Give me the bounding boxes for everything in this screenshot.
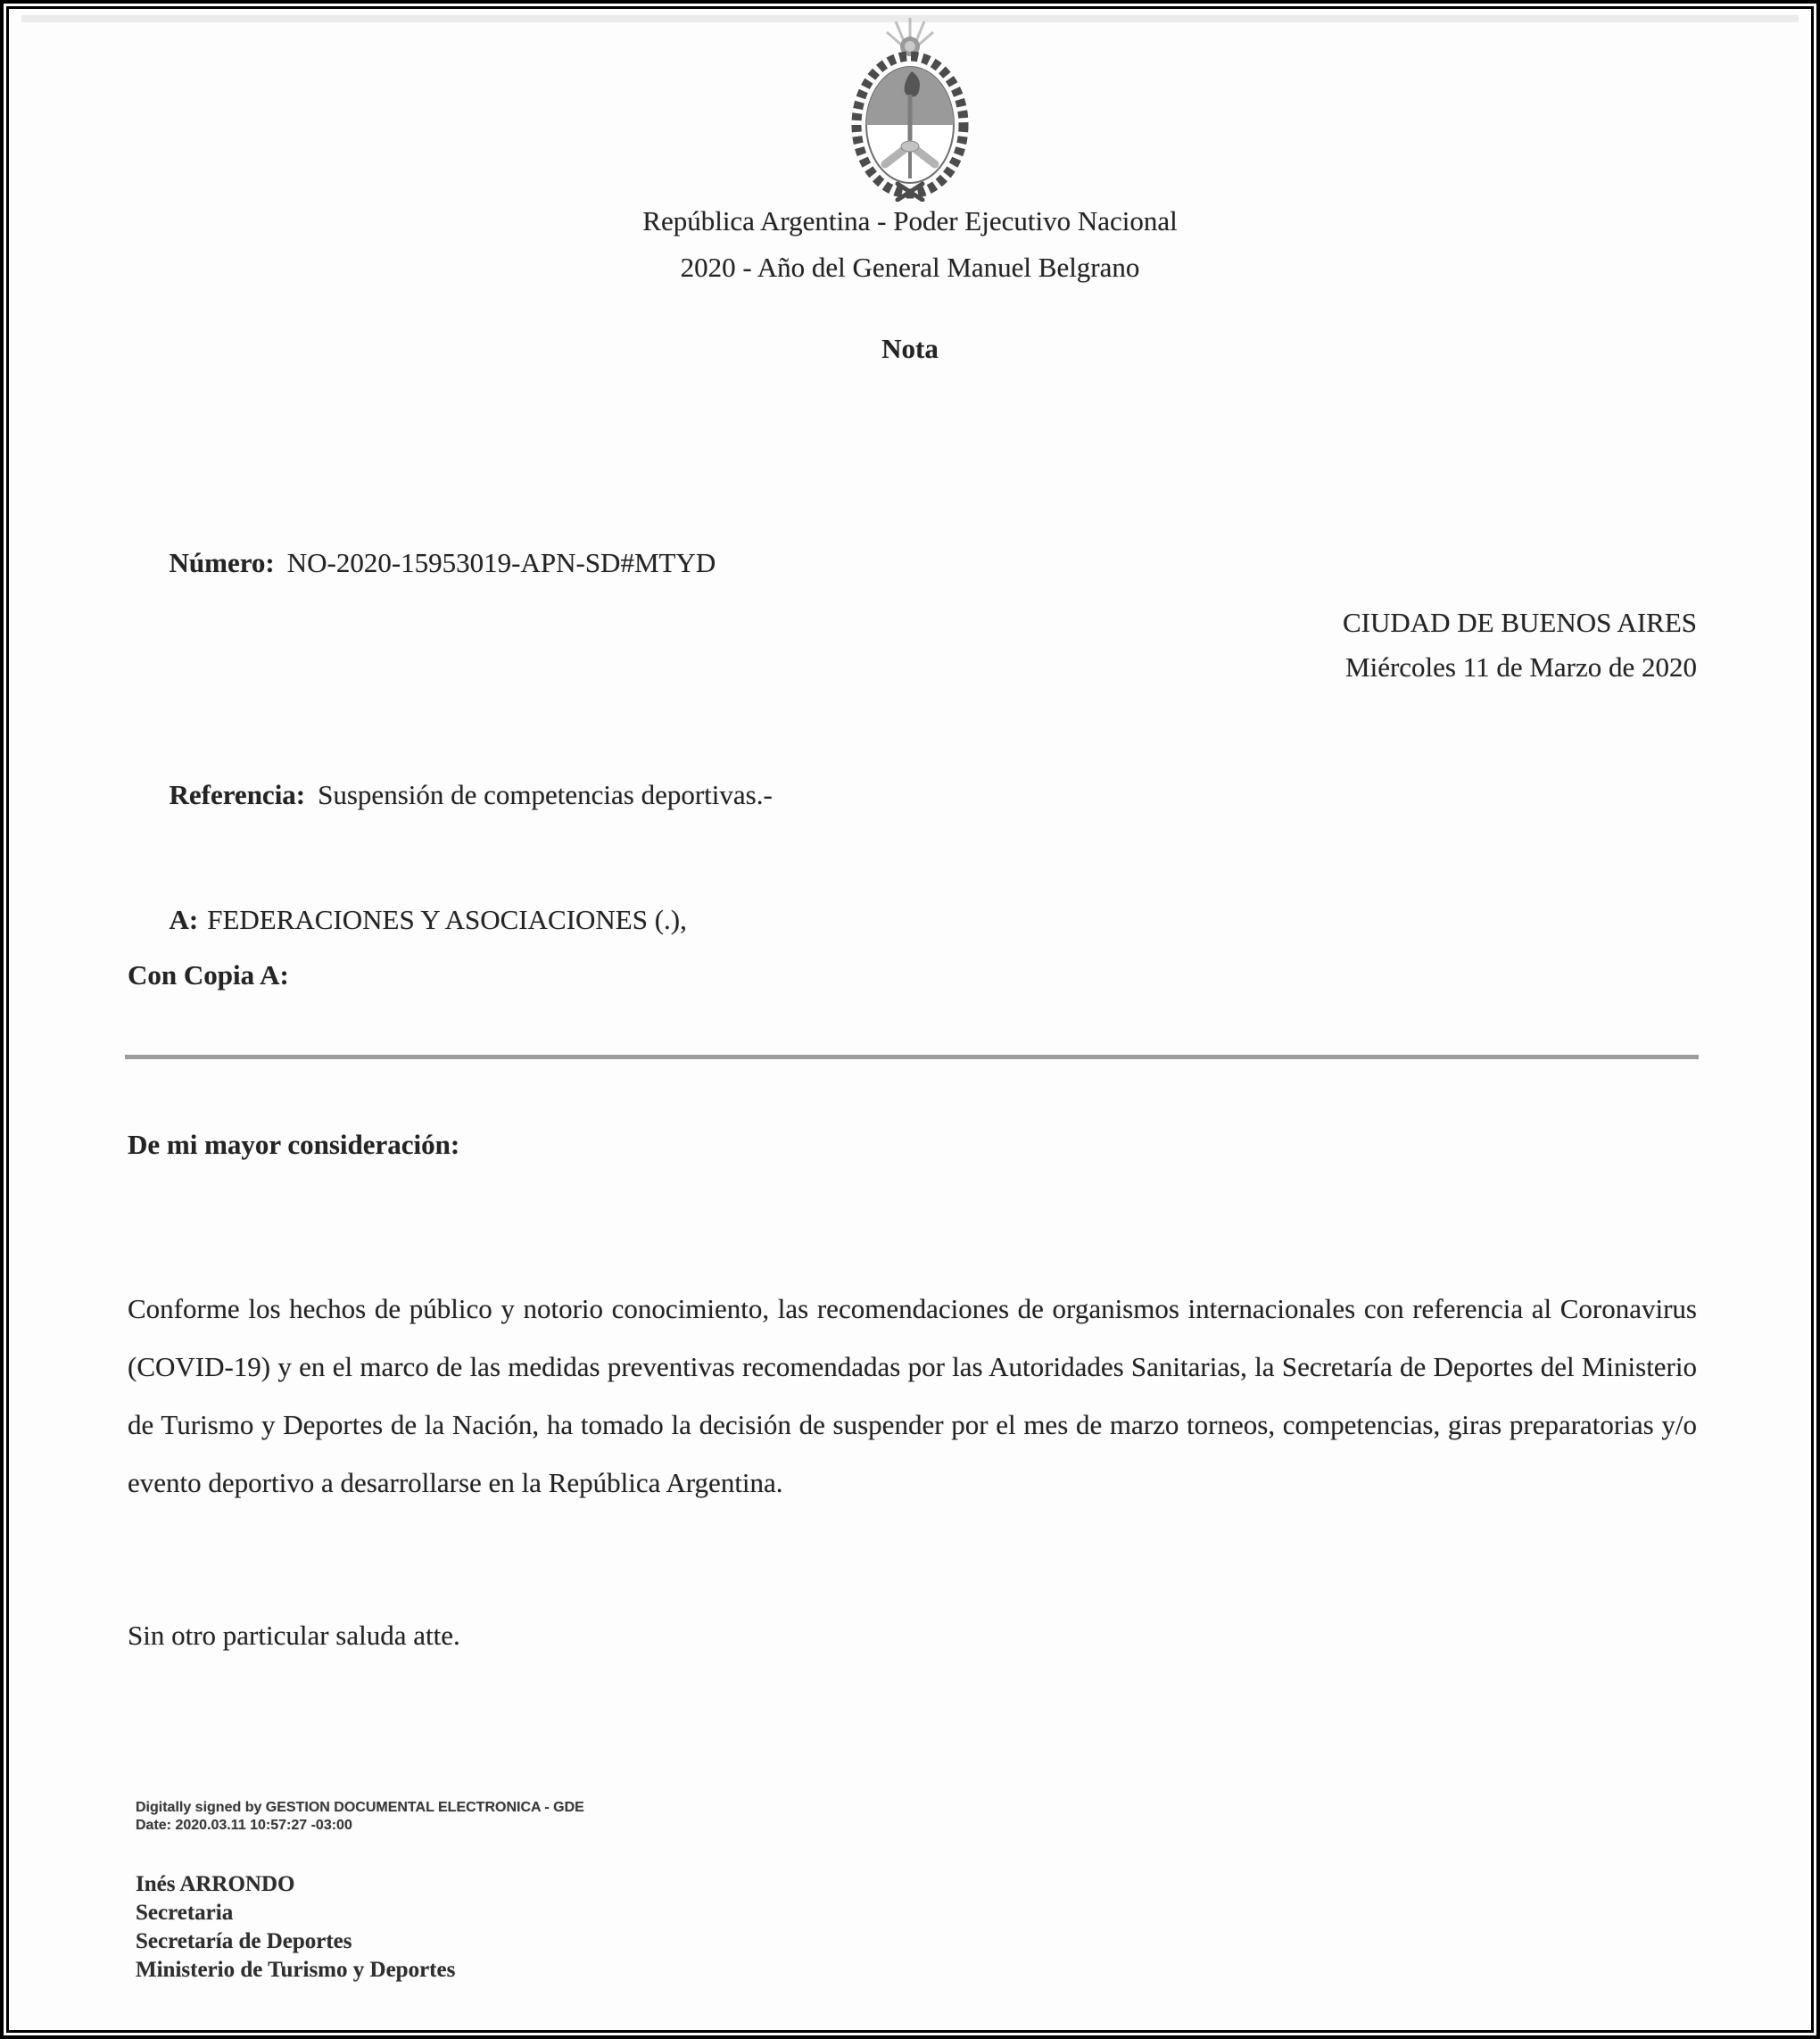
signer-ministry: Ministerio de Turismo y Deportes <box>136 1958 456 1982</box>
date-line: Miércoles 11 de Marzo de 2020 <box>1345 651 1697 683</box>
document-number-label: Número: <box>169 547 275 578</box>
closing-line: Sin otro particular saluda atte. <box>128 1620 460 1651</box>
cc-label: Con Copia A: <box>128 959 289 990</box>
document-number-value: NO-2020-15953019-APN-SD#MTYD <box>286 547 716 578</box>
addressee-value: FEDERACIONES Y ASOCIACIONES (.), <box>207 904 687 935</box>
addressee-label: A: <box>169 904 199 935</box>
section-divider <box>125 1055 1699 1059</box>
addressee-line <box>128 869 687 971</box>
org-line-1: República Argentina - Poder Ejecutivo Nacional <box>642 205 1178 236</box>
document-inner-frame <box>6 6 1814 2033</box>
document-type-title: Nota <box>881 333 939 364</box>
document-number-line <box>128 512 716 614</box>
city-line: CIUDAD DE BUENOS AIRES <box>1343 607 1697 638</box>
digital-signature-stamp <box>136 1799 584 1835</box>
digital-signature-line-1: Digitally signed by GESTION DOCUMENTAL ELECTRONICA - GDE <box>136 1800 584 1815</box>
org-line-2: 2020 - Año del General Manuel Belgrano <box>680 252 1140 283</box>
signer-name: Inés ARRONDO <box>136 1872 295 1896</box>
argentina-coat-of-arms-icon <box>849 16 971 206</box>
signer-office: Secretaría de Deportes <box>136 1929 352 1953</box>
reference-label: Referencia: <box>169 779 306 810</box>
body-paragraph: Conforme los hechos de público y notorio conocimiento, las recomendaciones de organismos internacionales con referencia al Coronavirus (COVID-19) y en el marco de las medidas preventivas recomendadas por las Autoridades Sanitarias, la Secretaría de Deportes del Ministerio de Turismo y Deportes de la Nación, ha tomado la decisión de suspender por el mes de marzo torneos, competencias, giras preparatorias y/o evento deportivo a desarrollarse en la República Argentina. <box>128 1293 1697 1498</box>
signer-block <box>136 1870 455 1985</box>
digital-signature-line-2: Date: 2020.03.11 10:57:27 -03:00 <box>136 1818 352 1833</box>
reference-value: Suspensión de competencias deportivas.- <box>318 779 773 810</box>
reference-line <box>128 744 773 846</box>
salutation-line: De mi mayor consideración: <box>128 1129 460 1160</box>
signer-title: Secretaria <box>136 1901 234 1925</box>
